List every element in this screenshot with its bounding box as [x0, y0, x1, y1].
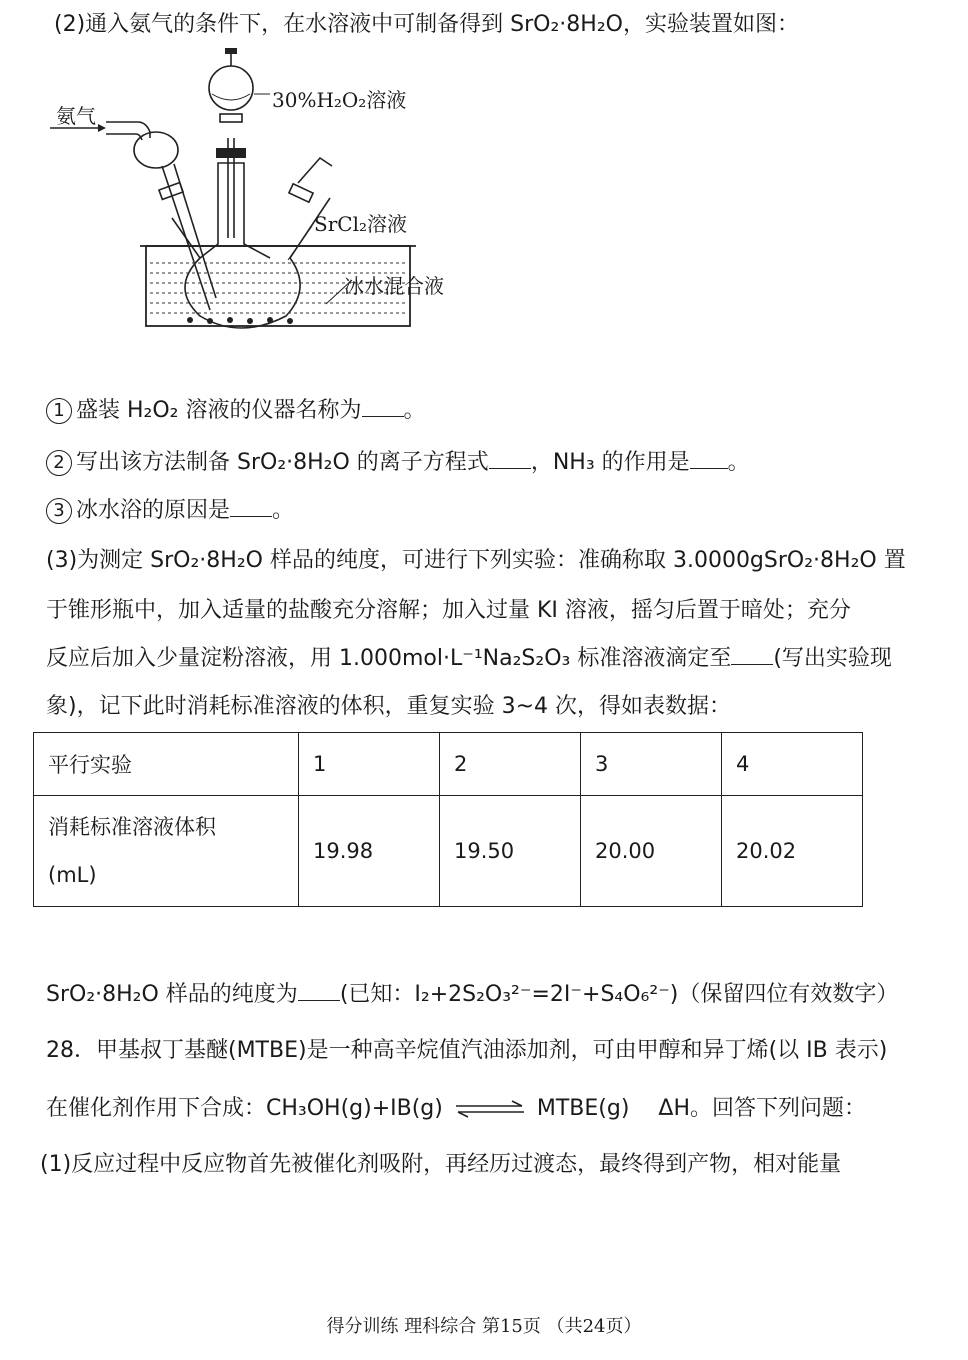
answer-blank[interactable] [489, 448, 531, 469]
q3-line-3: 反应后加入少量淀粉溶液，用 1.000mol·L⁻¹Na₂S₂O₃ 标准溶液滴定至 (写出实验现 [46, 646, 892, 671]
q3-line-4: 象)，记下此时消耗标准溶液的体积，重复实验 3~4 次，得如表数据： [46, 694, 731, 719]
answer-blank[interactable] [230, 496, 272, 517]
equilibrium-arrow-icon [454, 1100, 526, 1118]
q2-intro: (2)通入氨气的条件下，在水溶液中可制备得到 SrO₂·8H₂O，实验装置如图： [54, 12, 799, 37]
answer-blank[interactable] [731, 644, 773, 665]
table-cell: 4 [722, 733, 863, 796]
table-cell: 20.00 [581, 796, 722, 907]
table-cell: 20.02 [722, 796, 863, 907]
circle-mark-1: 1 [46, 398, 72, 424]
label-icewater: 冰水混合液 [344, 274, 444, 298]
subq-3: 3 冰水浴的原因是 。 [46, 496, 294, 526]
subq-2: 2 写出该方法制备 SrO₂·8H₂O 的离子方程式 ，NH₃ 的作用是 。 [46, 448, 750, 478]
q3-line-2: 于锥形瓶中，加入适量的盐酸充分溶解；加入过量 KI 溶液，摇匀后置于暗处；充分 [46, 598, 851, 623]
table-cell: 平行实验 [34, 733, 299, 796]
table-row [34, 733, 863, 796]
q28-line-3: (1)反应过程中反应物首先被催化剂吸附，再经历过渡态，最终得到产物，相对能量 [40, 1152, 842, 1177]
answer-blank[interactable] [362, 396, 404, 417]
page-footer: 得分训练 理科综合 第15页 （共24页） [326, 1316, 642, 1337]
answer-blank[interactable] [690, 448, 728, 469]
table-cell: 19.98 [299, 796, 440, 907]
purity-line: SrO₂·8H₂O 样品的纯度为 (已知：I₂+2S₂O₃²⁻=2I⁻+S₄O₆²⁻)（保留四位有效数字） [46, 982, 899, 1007]
q28-line-2: 在催化剂作用下合成：CH₃OH(g)+IB(g) MTBE(g) ΔH。回答下列问题： [46, 1096, 867, 1121]
label-h2o2: 30%H₂O₂溶液 [272, 88, 407, 112]
table-cell: 消耗标准溶液体积 (mL) [34, 796, 299, 907]
subq-1: 1 盛装 H₂O₂ 溶液的仪器名称为 。 [46, 396, 426, 426]
label-srcl2: SrCl₂溶液 [314, 212, 407, 236]
q3-line-1: (3)为测定 SrO₂·8H₂O 样品的纯度，可进行下列实验：准确称取 3.0000gSrO₂·8H₂O 置 [46, 548, 906, 573]
table-row [34, 796, 863, 907]
circle-mark-2: 2 [46, 450, 72, 476]
label-ammonia: 氨气 [56, 104, 96, 128]
table-cell: 3 [581, 733, 722, 796]
table-cell: 19.50 [440, 796, 581, 907]
q28-line-1: 28．甲基叔丁基醚(MTBE)是一种高辛烷值汽油添加剂，可由甲醇和异丁烯(以 IB 表示) [46, 1038, 888, 1063]
table-cell: 1 [299, 733, 440, 796]
data-table [33, 732, 863, 907]
circle-mark-3: 3 [46, 498, 72, 524]
answer-blank[interactable] [298, 980, 340, 1001]
table-cell: 2 [440, 733, 581, 796]
apparatus-figure [50, 48, 490, 348]
